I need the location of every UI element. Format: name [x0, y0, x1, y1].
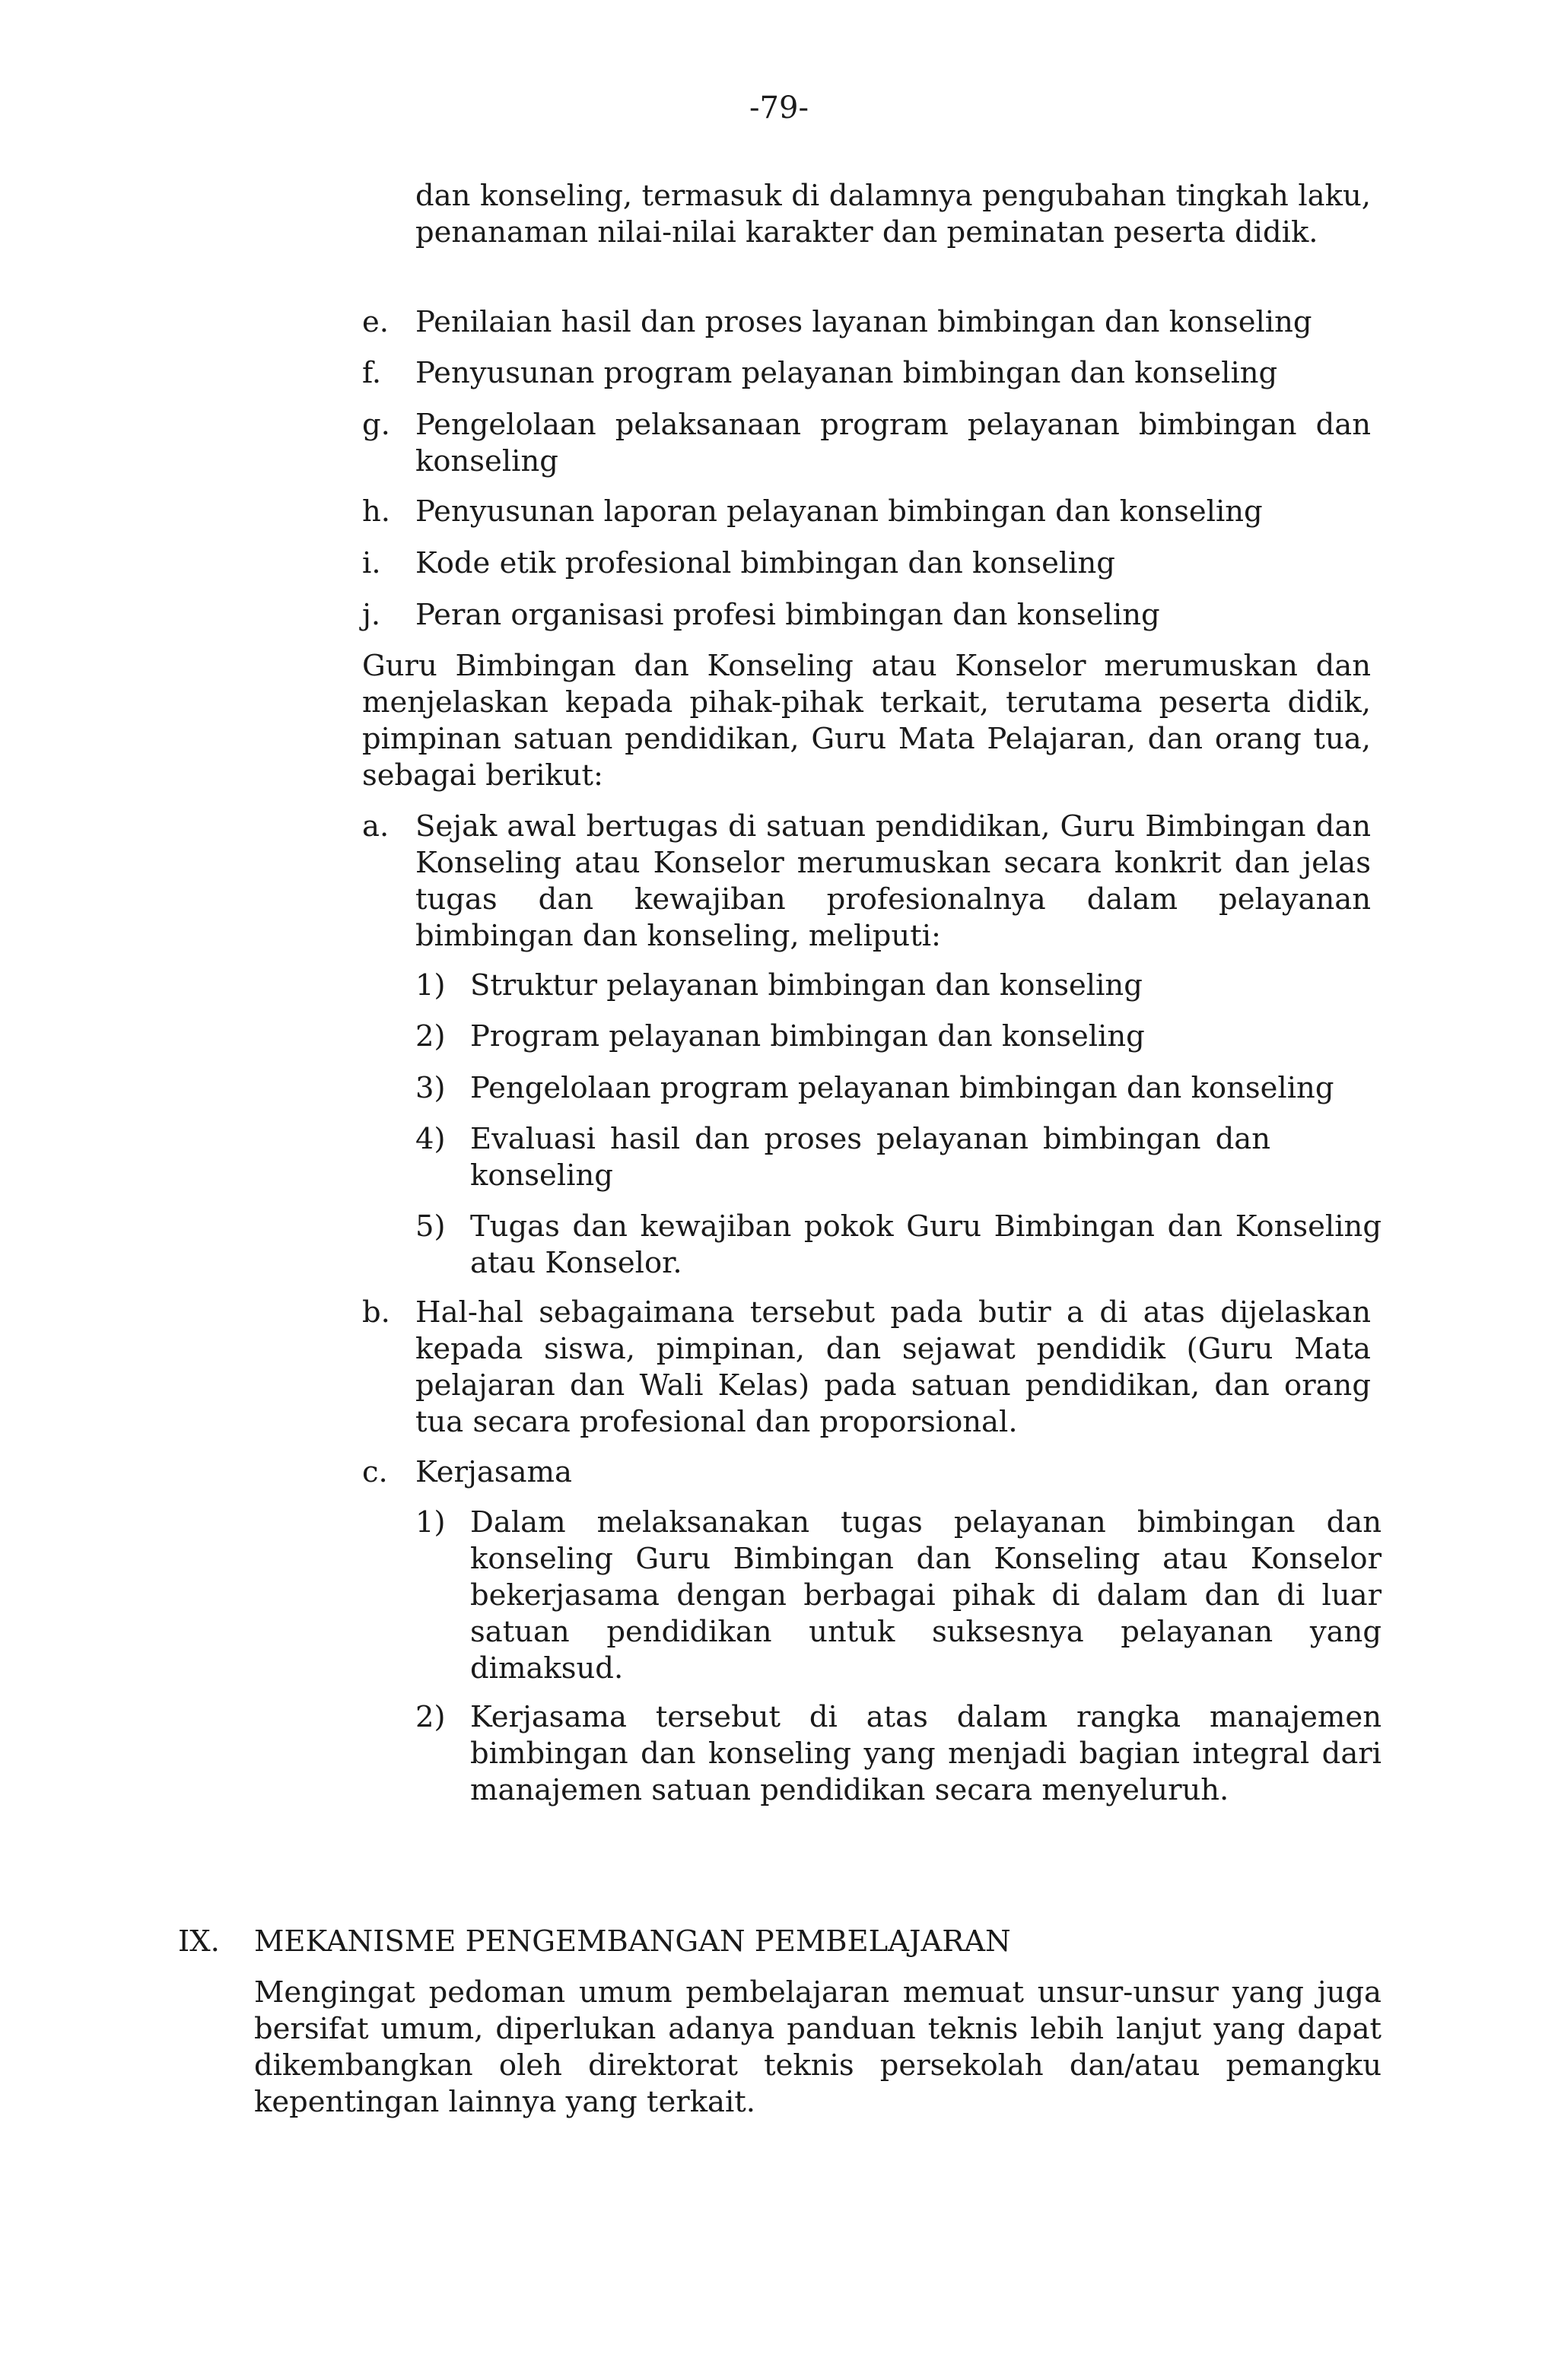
list-item-text: Kode etik profesional bimbingan dan konseling	[415, 546, 1115, 580]
list-marker: 4)	[415, 1122, 446, 1156]
page-number: -79-	[749, 91, 809, 126]
continuation-paragraph: dan konseling, termasuk di dalamnya pengubahan tingkah laku, penanaman nilai-nilai karakter dan peminatan peserta didik.	[415, 179, 1371, 249]
point-b-text: Hal-hal sebagaimana tersebut pada butir a di atas dijelaskan kepada siswa, pimpinan, dan sejawat pendidik (Guru Mata pelajaran dan Wali Kelas) pada satuan pendidikan, dan orang tua secara profesional dan proporsional.	[415, 1295, 1371, 1439]
point-c-text: Kerjasama	[415, 1455, 572, 1489]
list-marker: a.	[362, 809, 390, 844]
section-number: IX.	[178, 1924, 220, 1959]
list-marker: g.	[362, 408, 390, 442]
list-item-text: Tugas dan kewajiban pokok Guru Bimbingan dan Konseling atau Konselor.	[470, 1209, 1382, 1280]
list-item-text: Program pelayanan bimbingan dan konseling	[470, 1019, 1145, 1053]
list-marker: 5)	[415, 1209, 446, 1244]
intro-paragraph: Guru Bimbingan dan Konseling atau Konselor merumuskan dan menjelaskan kepada pihak-pihak terkait, terutama peserta didik, pimpinan satuan pendidikan, Guru Mata Pelajaran, dan orang tua, sebagai berikut:	[362, 649, 1371, 793]
list-marker: h.	[362, 494, 391, 529]
list-item-text: Penyusunan program pelayanan bimbingan dan konseling	[415, 356, 1278, 390]
list-item-text: Penilaian hasil dan proses layanan bimbingan dan konseling	[415, 305, 1312, 339]
list-marker: b.	[362, 1295, 390, 1330]
section-title: MEKANISME PENGEMBANGAN PEMBELAJARAN	[254, 1924, 1011, 1959]
list-marker: j.	[362, 598, 381, 632]
list-marker: 2)	[415, 1019, 446, 1053]
list-item-text: Struktur pelayanan bimbingan dan konseling	[470, 968, 1143, 1003]
point-a-text: Sejak awal bertugas di satuan pendidikan, Guru Bimbingan dan Konseling atau Konselor merumuskan secara konkrit dan jelas tugas dan kewajiban profesionalnya dalam pelayanan bimbingan dan konseling, meliputi:	[415, 809, 1371, 953]
list-item-text: Evaluasi hasil dan proses pelayanan bimbingan dan konseling	[470, 1122, 1270, 1193]
list-marker: 3)	[415, 1071, 446, 1105]
list-marker: 1)	[415, 968, 446, 1003]
list-marker: c.	[362, 1455, 388, 1489]
list-marker: e.	[362, 305, 390, 339]
list-item-text: Kerjasama tersebut di atas dalam rangka manajemen bimbingan dan konseling yang menjadi bagian integral dari manajemen satuan pendidikan secara menyeluruh.	[470, 1700, 1382, 1807]
list-item-text: Peran organisasi profesi bimbingan dan konseling	[415, 598, 1160, 632]
list-marker: f.	[362, 356, 382, 390]
section-paragraph: Mengingat pedoman umum pembelajaran memuat unsur-unsur yang juga bersifat umum, diperlukan adanya panduan teknis lebih lanjut yang dapat dikembangkan oleh direktorat teknis persekolah dan/atau pemangku kepentingan lainnya yang terkait.	[254, 1975, 1382, 2119]
list-marker: 1)	[415, 1505, 446, 1540]
list-item-text: Dalam melaksanakan tugas pelayanan bimbingan dan konseling Guru Bimbingan dan Konseling atau Konselor bekerjasama dengan berbagai pihak di dalam dan di luar satuan pendidikan untuk suksesnya pelayanan yang dimaksud.	[470, 1505, 1382, 1686]
list-marker: 2)	[415, 1700, 446, 1734]
list-item-text: Pengelolaan program pelayanan bimbingan dan konseling	[470, 1071, 1334, 1105]
list-item-text: Penyusunan laporan pelayanan bimbingan dan konseling	[415, 494, 1263, 529]
list-item-text: Pengelolaan pelaksanaan program pelayanan bimbingan dan konseling	[415, 408, 1371, 478]
list-marker: i.	[362, 546, 381, 580]
